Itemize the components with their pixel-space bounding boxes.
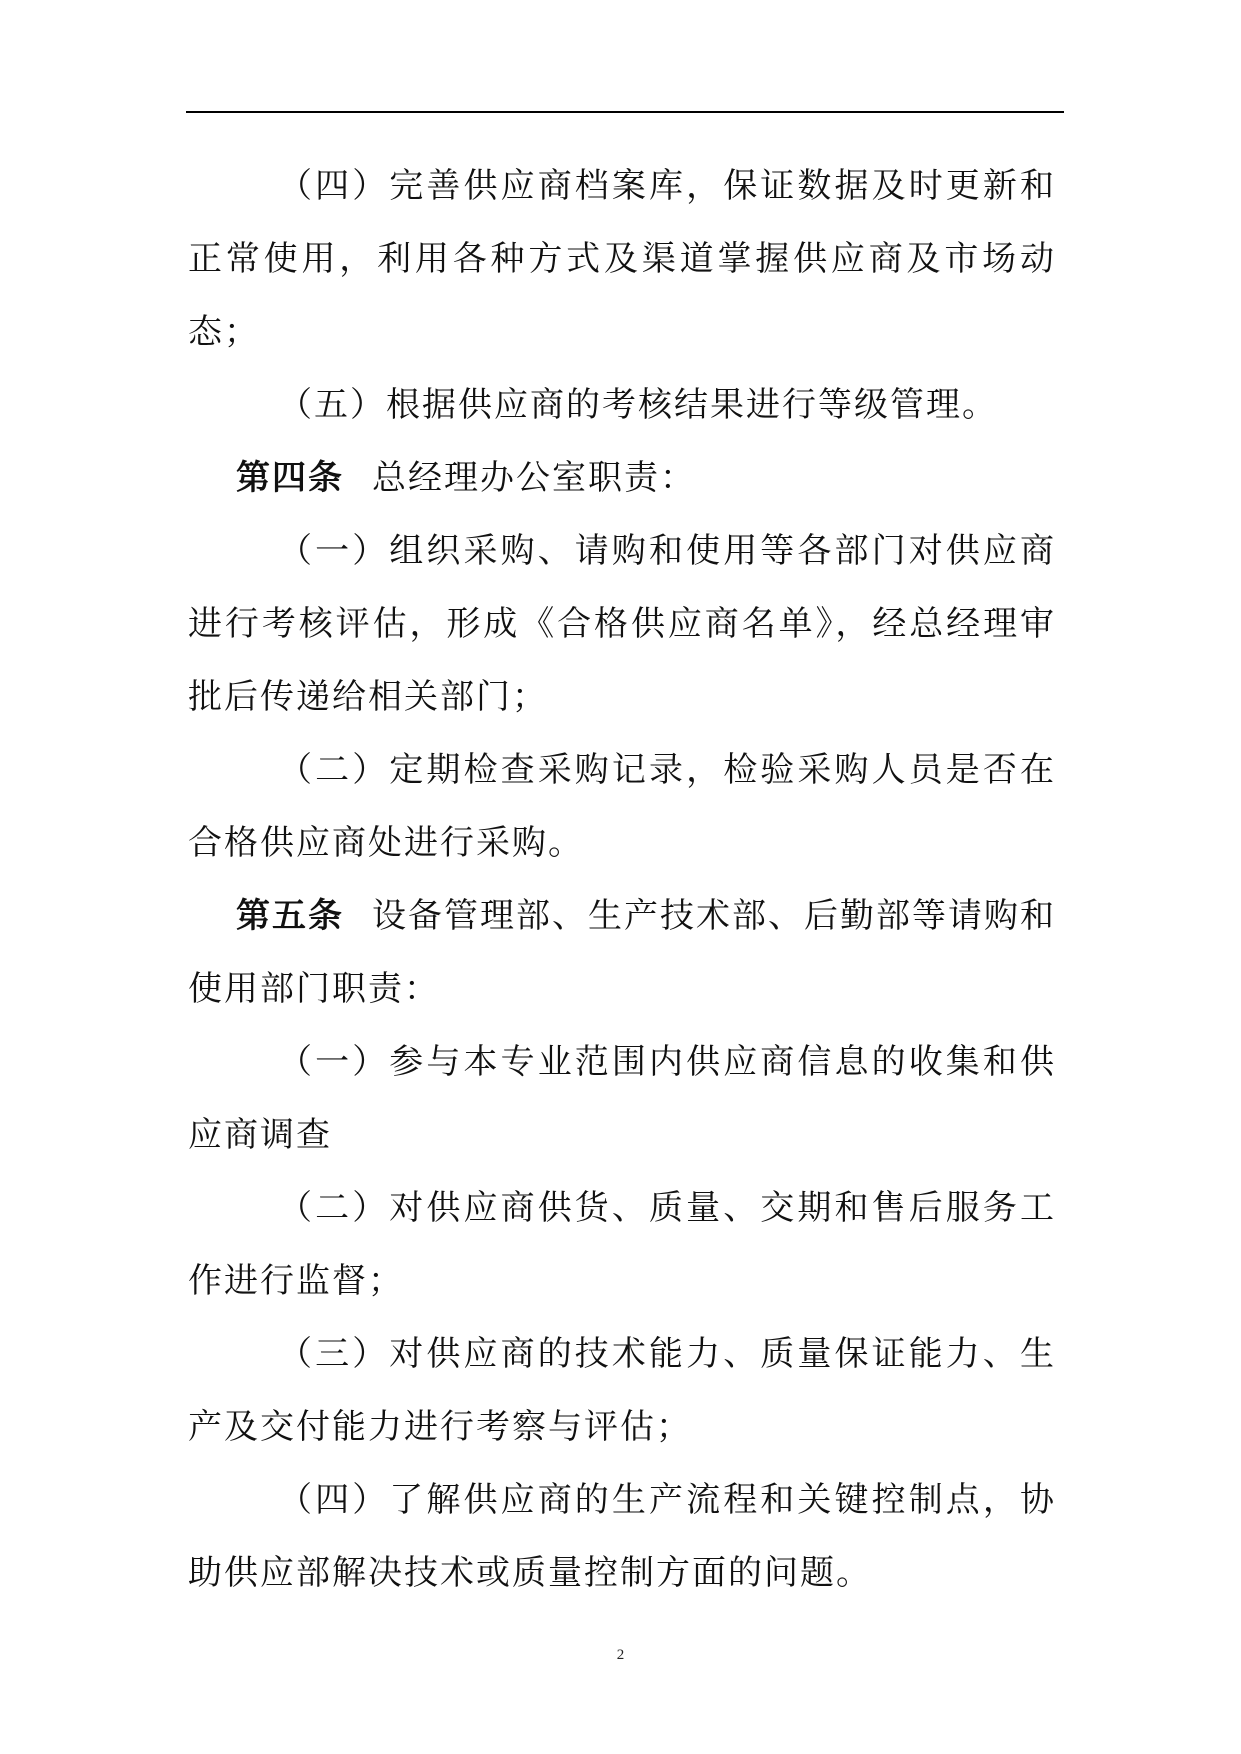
article-4-title: 第四条: [236, 458, 344, 498]
article-5-item-2: （二）对供应商供货、质量、交期和售后服务工作进行监督；: [188, 1188, 1056, 1301]
article-5-item-1: （一）参与本专业范围内供应商信息的收集和供应商调查: [188, 1042, 1056, 1155]
page-number: 2: [616, 1647, 625, 1663]
document-body: [188, 150, 1056, 1610]
paragraph-item-5: （五）根据供应商的考核结果进行等级管理。: [278, 385, 998, 425]
header-rule: [186, 111, 1064, 113]
paragraph-item-4: （四）完善供应商档案库，保证数据及时更新和正常使用，利用各种方式及渠道掌握供应商及市场动态；: [188, 166, 1056, 352]
article-4-item-2: （二）定期检查采购记录，检验采购人员是否在合格供应商处进行采购。: [188, 750, 1056, 863]
article-5-text: 设备管理部、生产技术部、后勤部等请购和使用部门职责：: [188, 896, 1056, 1009]
article-4-text: 总经理办公室职责：: [372, 458, 696, 498]
article-5-item-3: （三）对供应商的技术能力、质量保证能力、生产及交付能力进行考察与评估；: [188, 1334, 1056, 1447]
article-4-heading: [188, 442, 1056, 515]
article-5-item-4: （四）了解供应商的生产流程和关键控制点，协助供应部解决技术或质量控制方面的问题。: [188, 1480, 1056, 1593]
article-5-title: 第五条: [236, 896, 344, 936]
article-4-item-1: （一）组织采购、请购和使用等各部门对供应商进行考核评估，形成《合格供应商名单》，经总经理审批后传递给相关部门；: [188, 531, 1056, 717]
article-5-heading: [188, 880, 1056, 1026]
